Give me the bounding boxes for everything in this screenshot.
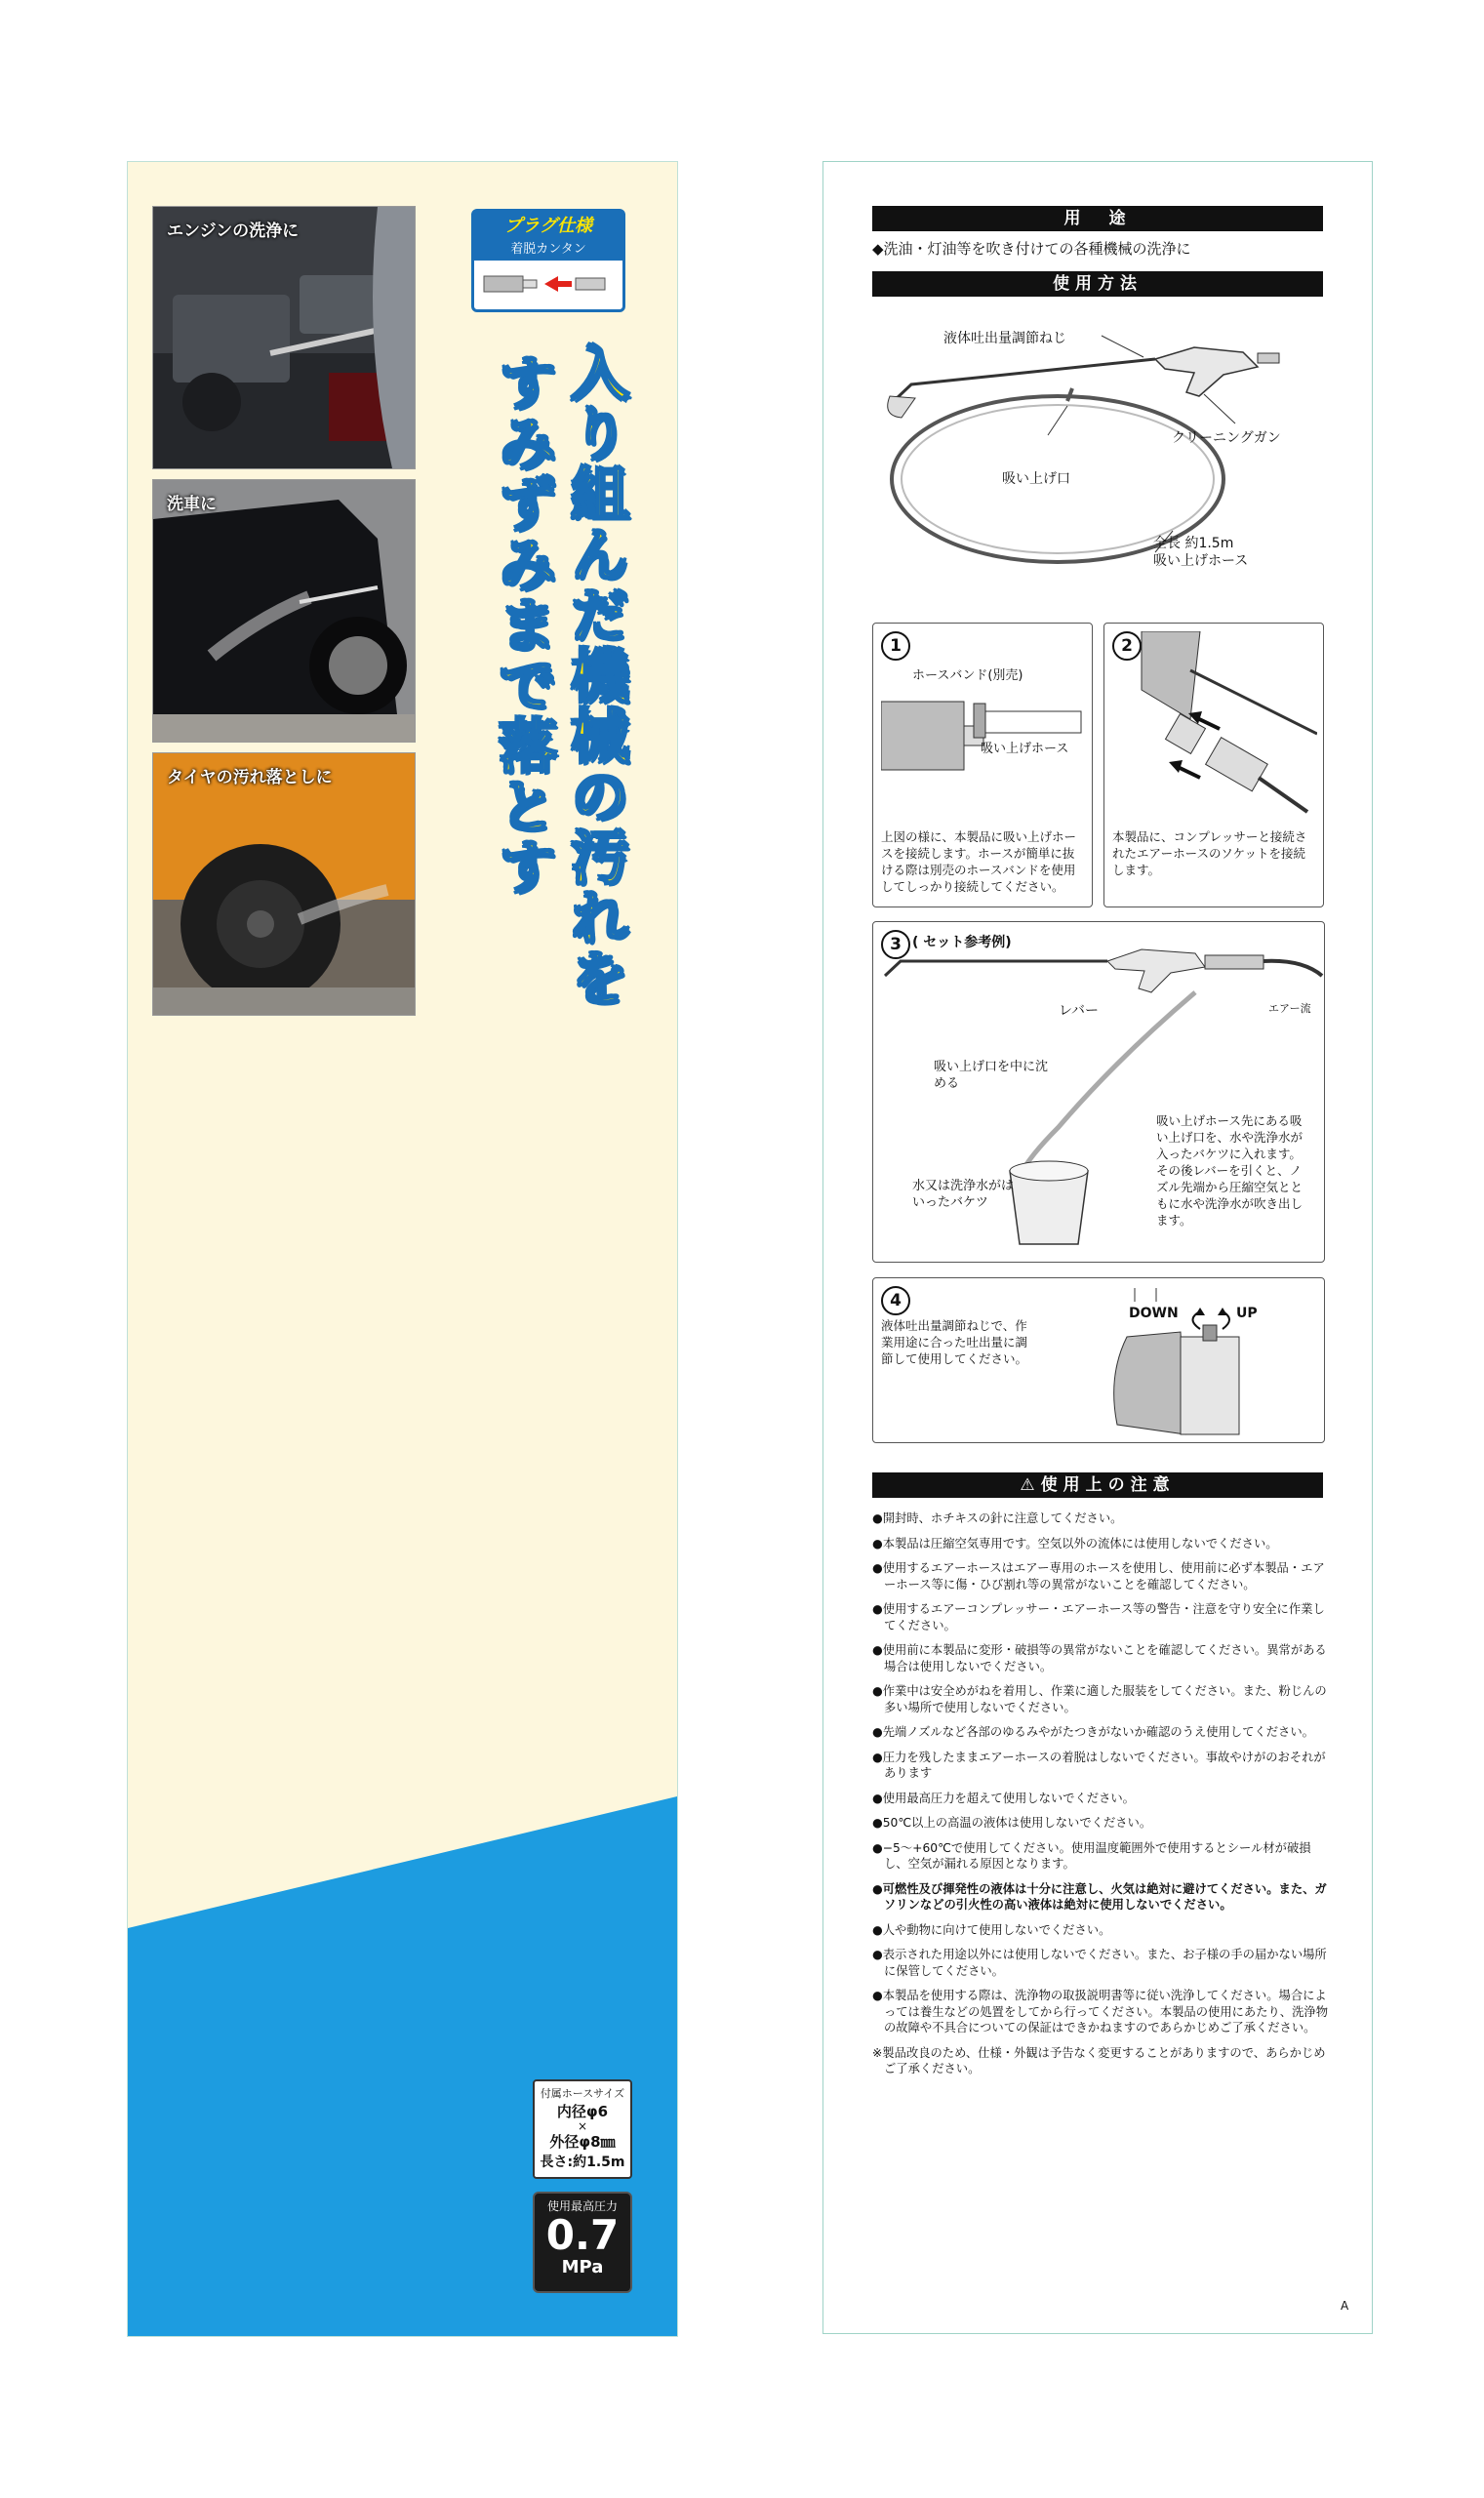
step-2-number: 2 (1112, 631, 1142, 661)
caution-item: ●使用するエアーホースはエアー専用のホースを使用し、使用前に必ず本製品・エアーホース等に傷・ひび割れ等の異常がないことを確認してください。 (872, 1561, 1325, 1591)
caution-item-bold: ●可燃性及び揮発性の液体は十分に注意し、火気は絶対に避けてください。また、ガソリンなどの引火性の高い液体は絶対に使用しないでください。 (872, 1881, 1327, 1912)
tire-photo (152, 752, 416, 1016)
photo-caption: エンジンの洗浄に (167, 222, 300, 241)
step-3-number: 3 (881, 930, 910, 959)
caution-item: ●使用するエアーコンプレッサー・エアーホース等の警告・注意を守り安全に作業してください。 (872, 1602, 1325, 1632)
caution-item: ●本製品を使用する際は、洗浄物の取扱説明書等に従い洗浄してください。場合によっては養生などの処置をしてから行ってください。本製品の使用にあたり、洗浄物の故障や不具合についての保証はできかねますのであらかじめご了承ください。 (872, 1989, 1328, 2035)
warning-icon: ⚠ (1020, 1475, 1041, 1495)
hose-size-spec (533, 2079, 632, 2179)
caution-item: ●圧力を残したままエアーホースの着脱はしないでください。事故やけがのおそれがあります (872, 1750, 1326, 1780)
hose-outer-diameter: 外径φ8㎜ (549, 2133, 616, 2151)
plug-badge-title: プラグ仕様 (474, 212, 622, 241)
label-hose: 吸い上げホース (1153, 553, 1249, 569)
caution-item: ●本製品は圧縮空気専用です。空気以外の流体には使用しないでください。 (872, 1536, 1278, 1551)
left-package-panel (127, 161, 678, 2337)
pressure-title: 使用最高圧力 (546, 2199, 618, 2213)
hose-spec-x: × (577, 2119, 588, 2133)
step-1-box (872, 623, 1093, 907)
step-4-text: 液体吐出量調節ねじで、作業用途に合った吐出量に調節して使用してください。 (881, 1318, 1028, 1366)
max-pressure-badge (533, 2192, 632, 2293)
car-wash-photo (152, 479, 416, 743)
headline-column-1: 入り組んだ機械の汚れを (561, 342, 629, 1008)
step-3-lever-label: レバー (1059, 1003, 1100, 1019)
step-3-air-label: エアー流 (1268, 1002, 1311, 1015)
caution-item: ●50℃以上の高温の液体は使用しないでください。 (872, 1816, 1152, 1830)
step-3-box (872, 921, 1325, 1263)
plug-connector-icon (480, 264, 617, 303)
label-length: 全長 約1.5m (1153, 536, 1234, 551)
caution-item: ●使用最高圧力を超えて使用しないでください。 (872, 1791, 1135, 1805)
label-gun: クリーニングガン (1172, 430, 1281, 446)
corner-mark: A (1341, 2299, 1349, 2313)
photo-caption: 洗車に (167, 495, 217, 514)
label-screw: 液体吐出量調節ねじ (943, 331, 1066, 346)
hose-length: 長さ:約1.5m (540, 2155, 625, 2170)
engine-photo (152, 206, 416, 469)
caution-item: ●表示された用途以外には使用しないでください。また、お子様の手の届かない場所に保管してください。 (872, 1948, 1327, 1978)
step-4-down-label: DOWN (1129, 1306, 1179, 1321)
instruction-panel (822, 161, 1373, 2334)
step-3-text: 吸い上げホース先にある吸い上げ口を、水や洗浄水が入ったバケツに入れます。その後レバーを引くと、ノズル先端から圧縮空気とともに水や洗浄水が吹き出します。 (1156, 1113, 1304, 1228)
caution-item: ●先端ノズルなど各部のゆるみやがたつきがないか確認のうえ使用してください。 (872, 1725, 1314, 1739)
plug-badge-subtitle: 着脱カンタン (474, 241, 622, 261)
howto-title-bar: 使用方法 (872, 271, 1323, 297)
step-3-title: ( セット参考例) (912, 935, 1012, 950)
step-3-sink-label: 吸い上げ口を中に沈める (934, 1060, 1049, 1091)
step-2-box (1103, 623, 1324, 907)
product-overview-diagram (872, 308, 1323, 601)
step-2-illustration (1112, 631, 1317, 817)
usage-title-bar: 用 途 (872, 206, 1323, 231)
step-3-bucket-label: 水又は洗浄水がはいったバケツ (912, 1179, 1015, 1210)
headline-column-2: すみずみまで落とす (489, 352, 557, 897)
caution-item: ●作業中は安全めがねを着用し、作業に適した服装をしてください。また、粉じんの多い場所で使用しないでください。 (872, 1684, 1327, 1714)
caution-item: ●使用前に本製品に変形・破損等の異常がないことを確認してください。異常がある場合は使用しないでください。 (872, 1643, 1327, 1673)
caution-title: 使用上の注意 (1040, 1475, 1176, 1495)
photo-caption: タイヤの汚れ落としに (167, 768, 333, 787)
hose-spec-title: 付属ホースサイズ (540, 2087, 625, 2100)
caution-list (872, 1511, 1331, 2086)
step-1-number: 1 (881, 631, 910, 661)
step-4-number: 4 (881, 1286, 910, 1315)
step-1-text: 上図の様に、本製品に吸い上げホースを接続します。ホースが簡単に抜ける際は別売のホースバンドを使用してしっかり接続してください。 (881, 829, 1077, 894)
step-4-up-label: UP (1236, 1306, 1258, 1321)
step-4-illustration (1107, 1278, 1324, 1442)
hose-inner-diameter: 内径φ6 (556, 2103, 609, 2120)
caution-note: ※製品改良のため、仕様・外観は予告なく変更することがありますので、あらかじめご了承ください。 (872, 2045, 1326, 2075)
usage-text: ◆洗油・灯油等を吹き付けての各種機械の洗浄に (872, 240, 1191, 258)
caution-item: ●−5〜+60℃で使用してください。使用温度範囲外で使用するとシール材が破損し、空気が漏れる原因となります。 (872, 1840, 1311, 1871)
pressure-value: 0.7 (545, 2211, 620, 2259)
step-4-box (872, 1277, 1325, 1443)
step-1-illustration (881, 682, 1086, 789)
pressure-unit: MPa (561, 2257, 604, 2277)
caution-title-bar (872, 1472, 1323, 1498)
caution-item: ●開封時、ホチキスの針に注意してください。 (872, 1511, 1123, 1525)
plug-spec-badge (471, 209, 625, 312)
step-2-text: 本製品に、コンプレッサーと接続されたエアーホースのソケットを接続します。 (1112, 829, 1307, 877)
caution-item: ●人や動物に向けて使用しないでください。 (872, 1922, 1111, 1937)
step-1-hose-label: 吸い上げホース (981, 742, 1069, 756)
label-inlet: 吸い上げ口 (1002, 471, 1070, 487)
step-1-band-label: ホースバンド(別売) (912, 668, 1023, 683)
